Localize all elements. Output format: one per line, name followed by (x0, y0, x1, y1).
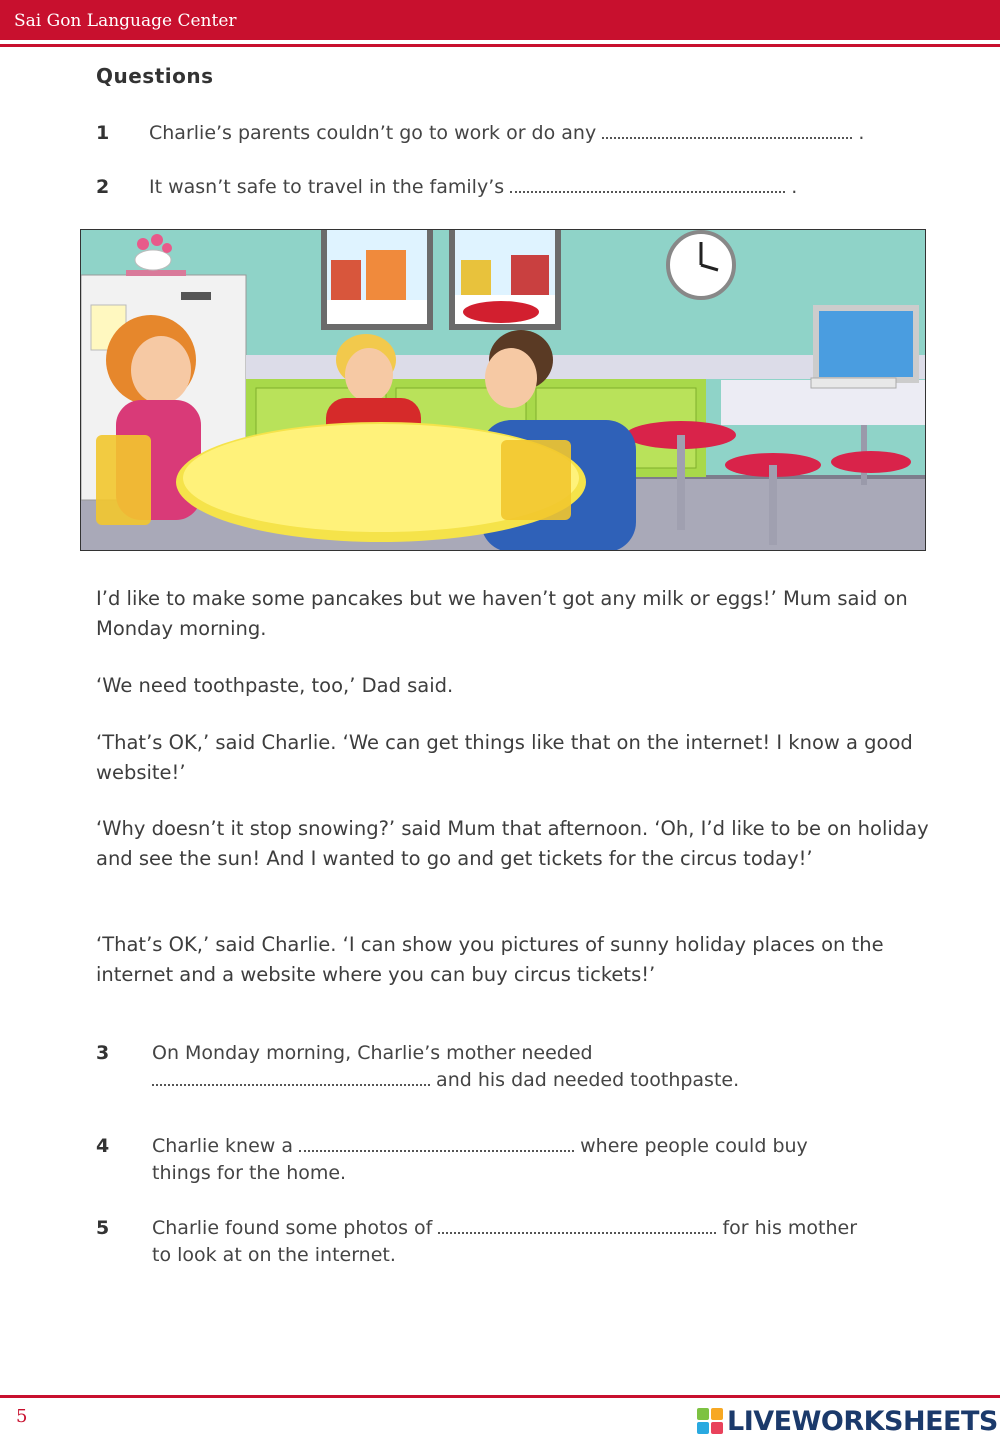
question-number: 4 (96, 1135, 110, 1157)
kitchen-illustration (80, 229, 926, 551)
answer-blank-4[interactable] (299, 1134, 574, 1152)
question-number: 3 (96, 1042, 110, 1064)
question-number: 1 (96, 122, 110, 144)
question-number: 5 (96, 1217, 110, 1239)
header-bar (0, 0, 1000, 40)
question-punct: . (791, 176, 798, 198)
question-text: Charlie’s parents couldn’t go to work or do any (149, 122, 597, 144)
story-paragraph-5: ‘That’s OK,’ said Charlie. ‘I can show you pictures of sunny holiday places on the internet and a website where you can buy circus tickets!’ (96, 933, 884, 986)
story-paragraph-2: ‘We need toothpaste, too,’ Dad said. (96, 674, 454, 697)
question-text: for his mother (722, 1217, 858, 1239)
kitchen-scene (81, 230, 926, 551)
answer-blank-3[interactable] (152, 1068, 430, 1086)
question-2 (96, 174, 916, 204)
story-paragraph-1: I’d like to make some pancakes but we haven’t got any milk or eggs!’ Mum said on Monday morning. (96, 587, 908, 640)
question-4 (96, 1133, 916, 1191)
question-3 (96, 1040, 916, 1098)
question-5 (96, 1215, 936, 1273)
question-number: 2 (96, 176, 110, 198)
answer-blank-2[interactable] (510, 175, 785, 193)
header-rule (0, 44, 1000, 47)
header-title: Sai Gon Language Center (14, 11, 237, 31)
questions-heading: Questions (96, 64, 214, 88)
question-text: and his dad needed toothpaste. (436, 1069, 740, 1091)
story-paragraph-4: ‘Why doesn’t it stop snowing?’ said Mum that afternoon. ‘Oh, I’d like to be on holiday and see the sun! And I wanted to go and get tickets for the circus today!’ (96, 817, 929, 870)
question-text: things for the home. (152, 1162, 347, 1184)
question-text: to look at on the internet. (152, 1244, 396, 1266)
question-text: On Monday morning, Charlie’s mother needed (152, 1042, 593, 1064)
page-number: 5 (16, 1406, 28, 1427)
question-text: It wasn’t safe to travel in the family’s (149, 176, 505, 198)
liveworksheets-brand[interactable] (697, 1404, 998, 1438)
question-text: Charlie found some photos of (152, 1217, 433, 1239)
liveworksheets-logo-icon (697, 1408, 723, 1434)
question-punct: . (858, 122, 865, 144)
question-1 (96, 120, 916, 150)
brand-name: LIVEWORKSHEETS (727, 1405, 998, 1437)
footer-rule (0, 1395, 1000, 1398)
answer-blank-5[interactable] (438, 1216, 716, 1234)
question-text: Charlie knew a (152, 1135, 294, 1157)
story-paragraph-3: ‘That’s OK,’ said Charlie. ‘We can get things like that on the internet! I know a good website!’ (96, 731, 913, 784)
question-text: where people could buy (580, 1135, 808, 1157)
answer-blank-1[interactable] (602, 121, 852, 139)
